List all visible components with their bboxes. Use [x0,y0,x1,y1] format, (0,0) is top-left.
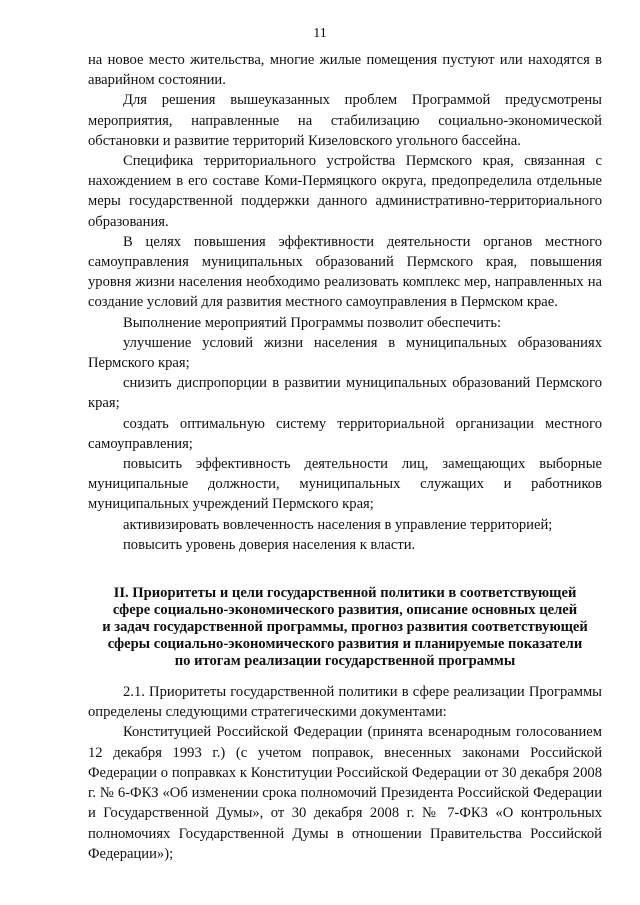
section-heading-line: сфере социально-экономического развития, описание основных целей [112,602,578,619]
list-item-disproportions: снизить диспропорции в развитии муниципальных образований Пермского края; [88,375,602,412]
paragraph-priorities: 2.1. Приоритеты государственной политики в сфере реализации Программы определены следующими стратегическими документами: [88,684,602,721]
paragraph-continuation: на новое место жительства, многие жилые помещения пустуют или находятся в аварийном состоянии. [88,52,602,89]
section-heading-line: сферы социально-экономического развития и планируемые показатели [107,636,583,653]
paragraph-outcomes-intro: Выполнение мероприятий Программы позволит обеспечить: [123,314,502,331]
list-item-efficiency: повысить эффективность деятельности лиц, замещающих выборные муниципальные должности, муниципальных служащих и работников муниципальных учреждений Пермского края; [88,456,602,513]
paragraph-komi-permyak: Специфика территориального устройства Пермского края, связанная с нахождением в его составе Коми-Пермяцкого округа, предопределила отдельные меры государственной поддержки данного административно-территориального образования. [88,153,602,230]
document-body [88,50,602,864]
section-heading-line: и задач государственной программы, прогноз развития соответствующей [102,619,588,636]
section-heading-line: по итогам реализации государственной программы [174,653,516,670]
list-item-living-conditions: улучшение условий жизни населения в муниципальных образованиях Пермского края; [88,334,602,372]
list-item-optimal-system: создать оптимальную систему территориальной организации местного самоуправления; [88,415,602,452]
paragraph-program-measures: Для решения вышеуказанных проблем Программой предусмотрены мероприятия, направленные на стабилизацию социально-экономической обстановки и развитие территорий Кизеловского угольного бассейна. [88,92,602,149]
list-item-engagement: активизировать вовлеченность населения в управление территорией; [123,516,553,533]
section-heading [88,585,602,670]
page-number: 11 [313,26,327,41]
paragraph-constitution: Конституцией Российской Федерации (принята всенародным голосованием 12 декабря 1993 г.) (с учетом поправок, внесенных законами Российской Федерации о поправках к Конституции Российской Федерации от 30 декабря 2008 г. № 6-ФКЗ «Об изменении срока полномочий Президента Российской Федерации и Государственной Думы», от 30 декабря 2008 г. № 7-ФКЗ «О контрольных полномочиях Государственной Думы в отношении Правительства Российской Федерации»); [88,724,602,862]
section-heading-line: II. Приоритеты и цели государственной политики в соответствующей [113,585,577,602]
list-item-trust: повысить уровень доверия населения к власти. [123,536,416,553]
paragraph-local-government: В целях повышения эффективности деятельности органов местного самоуправления муниципальных образований Пермского края, повышения уровня жизни населения необходимо реализовать комплекс мер, направленных на создание условий для развития местного самоуправления в Пермском крае. [88,233,602,311]
